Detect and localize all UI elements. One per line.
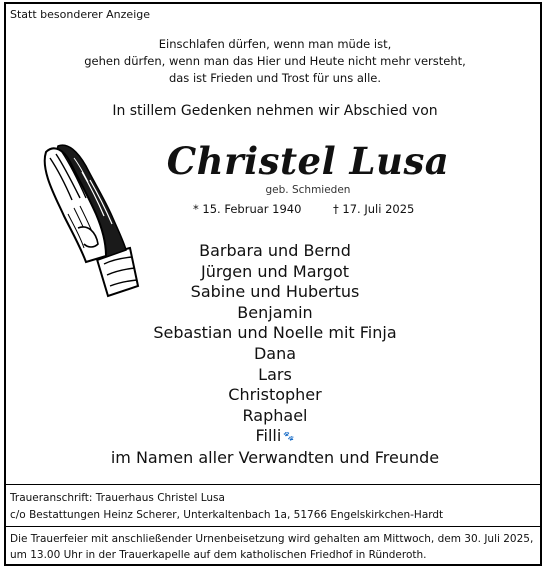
mourner-line: Jürgen und Margot — [200, 261, 350, 281]
notice-label: Statt besonderer Anzeige — [10, 8, 151, 21]
mourner-name: Filli — [255, 426, 282, 446]
mourner-line-with-paw — [0, 426, 550, 448]
divider — [4, 484, 542, 485]
mourner-line: Dana — [253, 343, 297, 363]
mourner-line: Sebastian und Noelle mit Finja — [153, 323, 397, 343]
farewell-intro: In stillem Gedenken nehmen wir Abschied von — [112, 103, 438, 119]
mourner-line: Raphael — [242, 405, 308, 425]
verse — [0, 36, 550, 87]
mourners-list — [0, 241, 550, 469]
verse-line: das ist Frieden und Trost für uns alle. — [168, 71, 382, 85]
death-date: † 17. Juli 2025 — [333, 202, 415, 216]
mourner-line: Barbara und Bernd — [199, 241, 351, 260]
service-line: Die Trauerfeier mit anschließender Urnenbeisetzung wird gehalten am Mittwoch, dem 30. Juli 2025, — [10, 533, 534, 545]
address-line: Traueranschrift: Trauerhaus Christel Lusa — [10, 492, 225, 504]
address-line: c/o Bestattungen Heinz Scherer, Unterkaltenbach 1a, 51766 Engelskirkchen-Hardt — [10, 509, 444, 521]
maiden-name: geb. Schmieden — [265, 184, 351, 196]
mourning-address — [10, 490, 443, 524]
service-line: um 13.00 Uhr in der Trauerkapelle auf dem katholischen Friedhof in Ründeroth. — [10, 549, 427, 561]
deceased-name: Christel Lusa — [166, 139, 450, 183]
mourner-line: Lars — [258, 364, 292, 384]
mourner-line: Benjamin — [237, 302, 313, 322]
verse-line: gehen dürfen, wenn man das Hier und Heute nicht mehr versteht, — [84, 54, 466, 68]
paw-icon: 🐾 — [283, 432, 295, 443]
service-details — [10, 531, 540, 563]
mourner-line: Sabine und Hubertus — [190, 282, 360, 302]
birth-date: * 15. Februar 1940 — [193, 202, 302, 216]
divider — [4, 526, 542, 527]
mourner-line: Christopher — [228, 385, 322, 405]
verse-line: Einschlafen dürfen, wenn man müde ist, — [158, 37, 392, 51]
mourner-closing-line: im Namen aller Verwandten und Freunde — [110, 447, 440, 467]
